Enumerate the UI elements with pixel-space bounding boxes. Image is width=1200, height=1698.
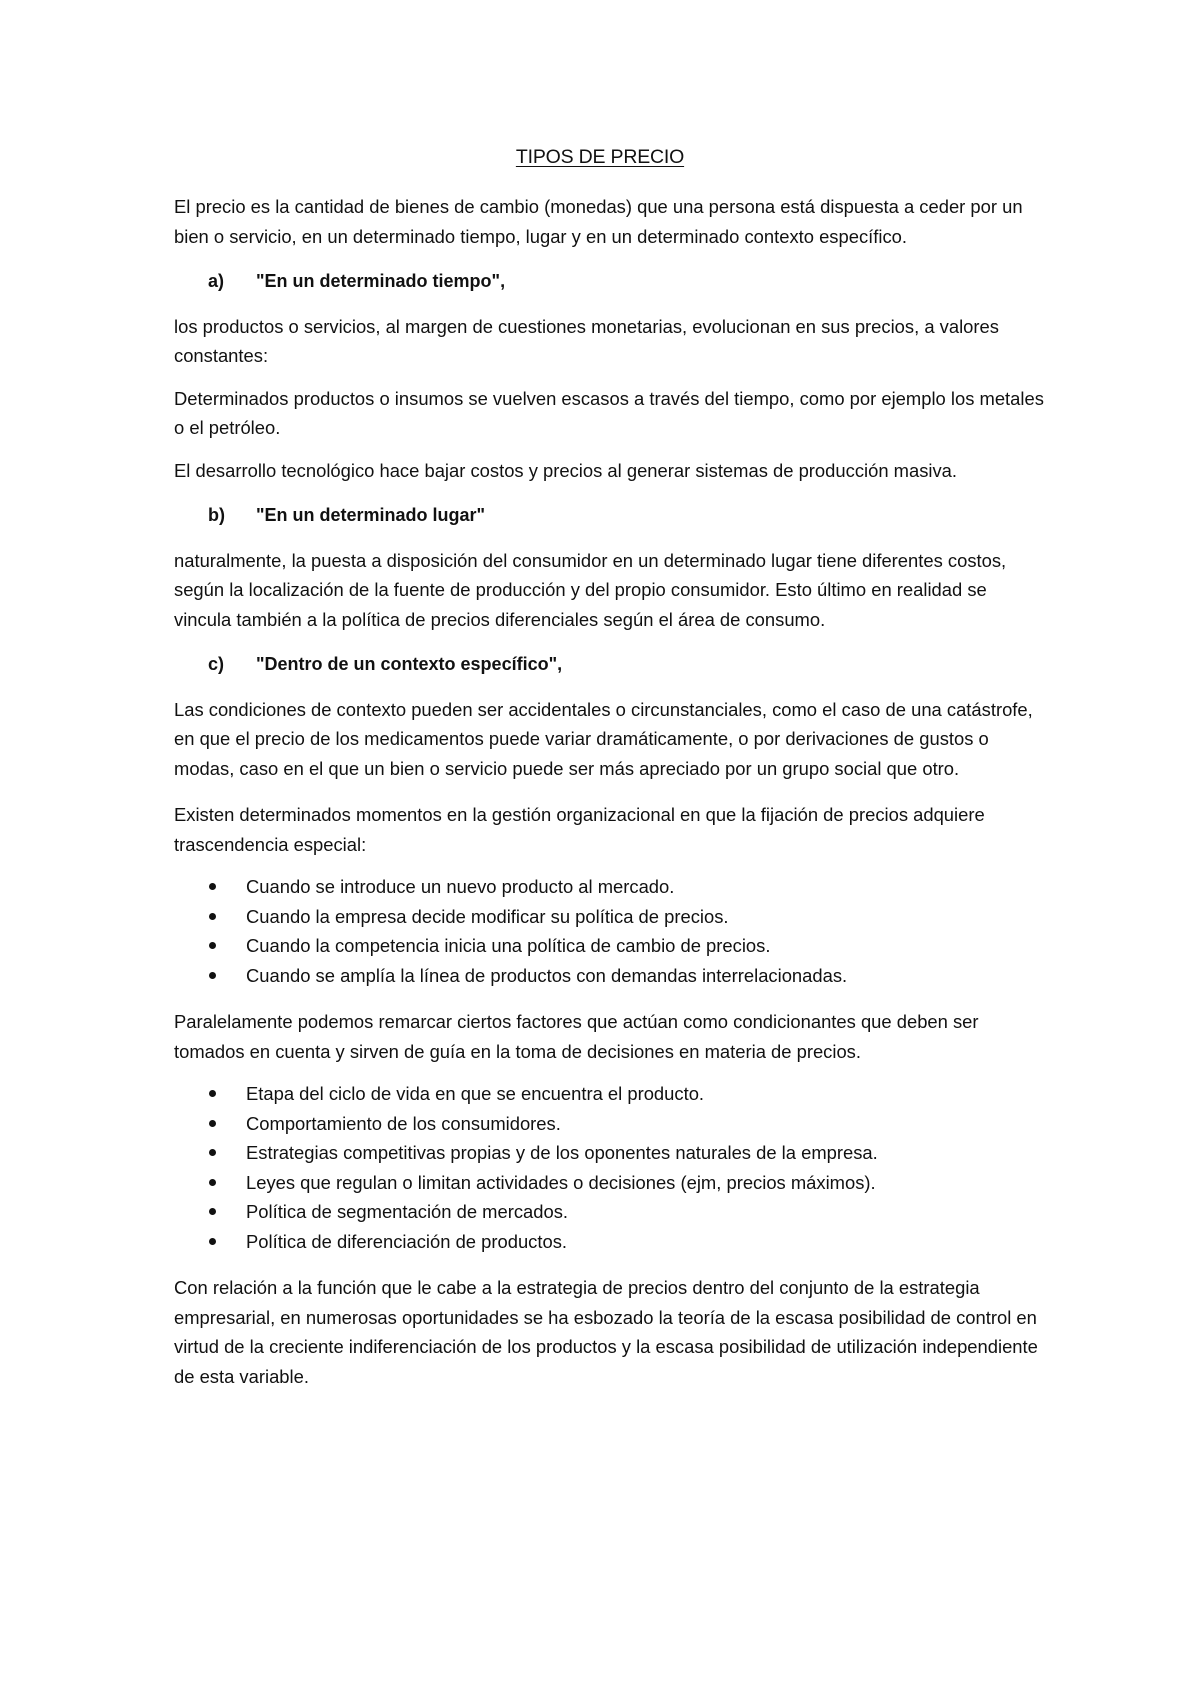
section-c-title: "Dentro de un contexto específico",: [256, 654, 563, 674]
list-item: Política de diferenciación de productos.: [246, 1227, 1044, 1257]
section-b-heading: [208, 501, 1044, 531]
bullet-icon: [209, 942, 216, 949]
section-a-title: "En un determinado tiempo",: [256, 271, 506, 291]
list-item: Leyes que regulan o limitan actividades o decisiones (ejm, precios máximos).: [246, 1168, 1044, 1198]
factors-intro: Paralelamente podemos remarcar ciertos factores que actúan como condicionantes que deben ser tomados en cuenta y sirven de guía en la toma de decisiones en materia de precios.: [174, 1011, 979, 1062]
bullet-icon: [209, 972, 216, 979]
list-item: Cuando la empresa decide modificar su política de precios.: [246, 902, 1044, 932]
list-item: Comportamiento de los consumidores.: [246, 1109, 1044, 1139]
bullet-icon: [209, 883, 216, 890]
section-b-paragraph: naturalmente, la puesta a disposición del consumidor en un determinado lugar tiene diferentes costos, según la localización de la fuente de producción y del propio consumidor. Esto último en realidad se vincula también a la política de precios diferenciales según el área de consumo.: [174, 549, 1007, 630]
list-item: Estrategias competitivas propias y de los oponentes naturales de la empresa.: [246, 1138, 1044, 1168]
list-item: Cuando la competencia inicia una política de cambio de precios.: [246, 931, 1044, 961]
document-body: [174, 192, 1044, 1391]
bullet-icon: [209, 1179, 216, 1186]
section-a-heading: [208, 267, 1044, 297]
page-title: TIPOS DE PRECIO: [515, 146, 685, 168]
bullet-icon: [209, 1208, 216, 1215]
bullet-icon: [209, 1238, 216, 1245]
section-c-heading: [208, 650, 1044, 680]
section-a-marker: a): [208, 271, 225, 291]
section-a-paragraph: los productos o servicios, al margen de cuestiones monetarias, evolucionan en sus precios, a valores constantes:: [174, 315, 999, 366]
bullet-icon: [209, 913, 216, 920]
moments-list: [174, 872, 1044, 990]
bullet-icon: [209, 1120, 216, 1127]
bullet-icon: [209, 1090, 216, 1097]
section-a-paragraph: El desarrollo tecnológico hace bajar costos y precios al generar sistemas de producción masiva.: [174, 459, 958, 481]
factors-list: [174, 1079, 1044, 1256]
list-item: Cuando se amplía la línea de productos con demandas interrelacionadas.: [246, 961, 1044, 991]
section-b-title: "En un determinado lugar": [256, 505, 486, 525]
section-c-marker: c): [208, 654, 225, 674]
moments-intro: Existen determinados momentos en la gestión organizacional en que la fijación de precios adquiere trascendencia especial:: [174, 804, 985, 855]
list-item: Política de segmentación de mercados.: [246, 1197, 1044, 1227]
intro-paragraph: El precio es la cantidad de bienes de cambio (monedas) que una persona está dispuesta a ceder por un bien o servicio, en un determinado tiempo, lugar y en un determinado contexto específico.: [174, 196, 1023, 247]
section-a-paragraph: Determinados productos o insumos se vuelven escasos a través del tiempo, como por ejemplo los metales o el petróleo.: [174, 387, 1044, 438]
bullet-icon: [209, 1149, 216, 1156]
section-c-paragraph: Las condiciones de contexto pueden ser accidentales o circunstanciales, como el caso de una catástrofe, en que el precio de los medicamentos puede variar dramáticamente, o por derivaciones de gustos o modas, caso en el que un bien o servicio puede ser más apreciado por un grupo social que otro.: [174, 698, 1033, 779]
section-b-marker: b): [208, 505, 225, 525]
list-item: Cuando se introduce un nuevo producto al mercado.: [246, 872, 1044, 902]
list-item: Etapa del ciclo de vida en que se encuentra el producto.: [246, 1079, 1044, 1109]
conclusion-paragraph: Con relación a la función que le cabe a la estrategia de precios dentro del conjunto de la estrategia empresarial, en numerosas oportunidades se ha esbozado la teoría de la escasa posibilidad de control en virtud de la creciente indiferenciación de los productos y la escasa posibilidad de utilización independiente de esta variable.: [174, 1277, 1038, 1387]
